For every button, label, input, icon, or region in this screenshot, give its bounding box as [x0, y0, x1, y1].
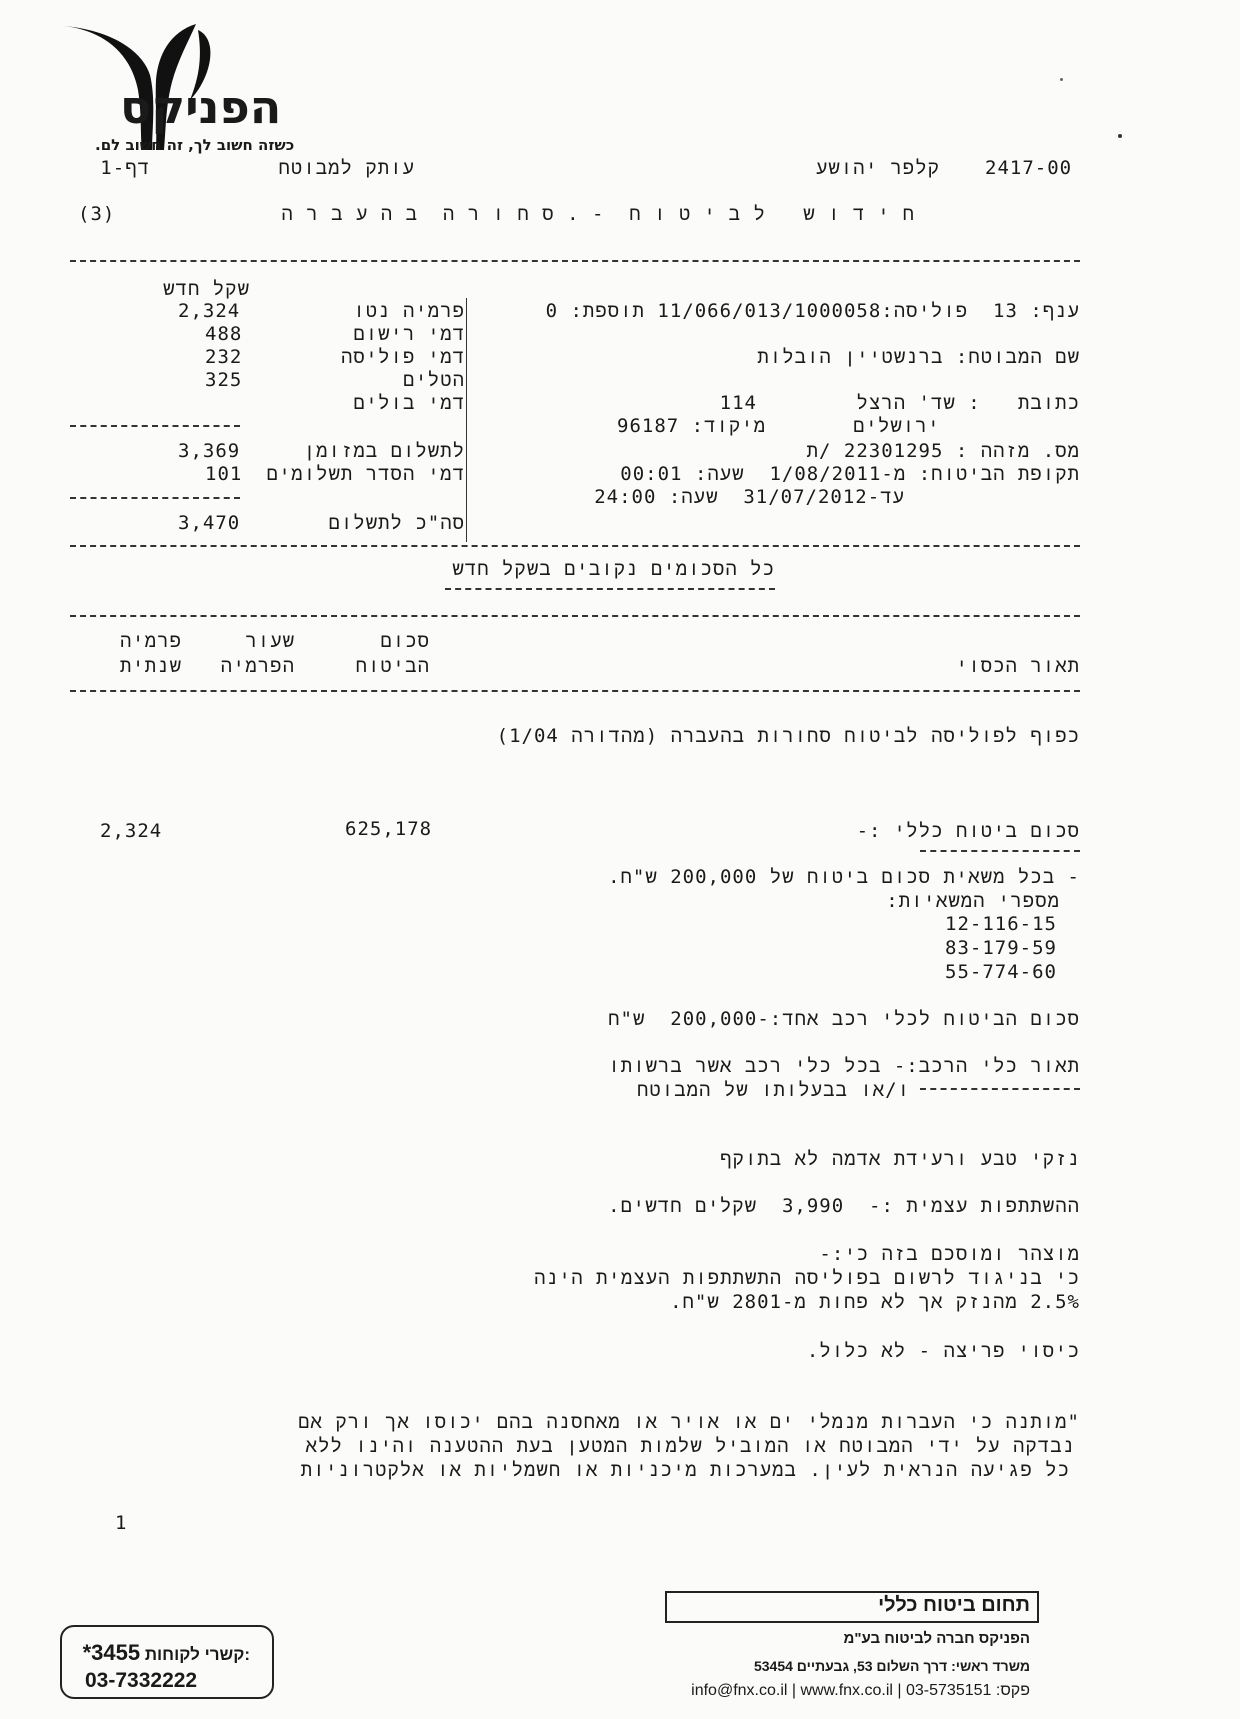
col-rate: שעור: [245, 630, 295, 652]
col-description: תאור הכסוי: [955, 655, 1080, 677]
company-address: משרד ראשי: דרך השלום 53, גבעתיים 53454: [753, 1658, 1030, 1674]
condition-line: נבדקה על ידי המבוטח או המוביל שלמות המטען בעת ההטענה והינו ללא: [305, 1435, 1075, 1457]
installment-value: 101: [205, 463, 243, 485]
general-premium: 2,324: [100, 820, 163, 842]
subtotal-divider: [70, 425, 240, 427]
scan-speck: [1118, 134, 1122, 138]
condition-line: כל פגיעה הנראית לעין. במערכות מיכניות או חשמליות או אלקטרוניות: [300, 1459, 1070, 1481]
currency-note: כל הסכומים נקובים בשקל חדש: [452, 558, 775, 580]
summary-value: 232: [205, 346, 243, 368]
division-name: תחום ביטוח כללי: [878, 1594, 1030, 1616]
label-underline: [920, 850, 1080, 852]
total-label: סה"כ לתשלום: [328, 512, 465, 534]
summary-label: דמי בולים: [353, 392, 465, 414]
col-premium: שנתית: [119, 655, 182, 677]
summary-label: פרמיה נטו: [353, 300, 465, 322]
summary-label: הטלים: [402, 369, 465, 391]
address-line: כתובת : שד' הרצל 114: [719, 392, 1080, 414]
col-sum: סכום: [380, 630, 430, 652]
divider: [70, 260, 1080, 262]
period-from: תקופת הביטוח: מ-1/08/2011 שעה: 00:01: [620, 463, 1080, 485]
hotline-label: קשרי לקוחות:: [144, 1645, 250, 1664]
payable-value: 3,369: [178, 440, 241, 462]
trucks-label: מספרי המשאיות:: [886, 890, 1060, 912]
summary-value: 325: [205, 369, 243, 391]
divider: [70, 690, 1080, 692]
copy-label: עותק למבוטח: [278, 157, 415, 179]
vehicle-description: ו/או בבעלותו של המבוטח: [637, 1079, 910, 1101]
clause-line: כי בניגוד לרשום בפוליסה התשתתפות העצמית הינה: [534, 1267, 1080, 1289]
divider: [70, 545, 1080, 547]
id-number: מס. מזהה : 22301295 /ת: [806, 440, 1080, 462]
summary-value: 488: [205, 323, 243, 345]
hotline-phone: 03-7332222: [85, 1669, 198, 1692]
period-to: עד-31/07/2012 שעה: 24:00: [594, 486, 905, 508]
subtotal-divider: [70, 497, 240, 499]
general-sum: 625,178: [345, 818, 433, 840]
truck-sum-line: - בכל משאית סכום ביטוח של 200,000 ש"ח.: [608, 866, 1080, 888]
label-underline: [920, 1088, 1080, 1090]
company-contact: פקס: 03-5735151 | info@fnx.co.il | www.fnx.co.il: [691, 1682, 1030, 1699]
general-label: סכום ביטוח כללי :-: [856, 820, 1080, 842]
doc-code: 2417-00: [985, 157, 1073, 179]
installment-label: דמי הסדר תשלומים: [266, 463, 465, 485]
page-number: 1: [115, 1512, 128, 1534]
payable-label: לתשלום במזומן: [303, 440, 465, 462]
column-separator: [466, 298, 467, 542]
col-premium: פרמיה: [119, 630, 182, 652]
client-name: קלפר יהושע: [815, 157, 940, 179]
col-rate: הפרמיה: [220, 655, 295, 677]
endorsement-line: כפוף לפוליסה לביטוח סחורות בהעברה (מהדורה 1/04): [496, 725, 1080, 747]
nature-exclusion: נזקי טבע ורעידת אדמה לא בתוקף: [720, 1148, 1080, 1170]
truck-number: 83-179-59: [945, 937, 1057, 959]
col-sum: הביטוח: [355, 655, 430, 677]
total-value: 3,470: [178, 512, 241, 534]
declared-line: מוצהר ומוסכם בזה כי:-: [819, 1243, 1080, 1265]
logo-slogan: כשזה חשוב לך, זה חשוב לם.: [95, 136, 295, 154]
note-underline: [445, 588, 775, 590]
summary-label: דמי פוליסה: [340, 346, 465, 368]
company-name: הפניקס חברה לביטוח בע"מ: [843, 1630, 1030, 1647]
hotline-short: *3455: [82, 1640, 141, 1665]
insured-name: שם המבוטח: ברנשטיין הובלות: [757, 346, 1080, 368]
logo-wordmark: הפניקס: [120, 80, 282, 134]
truck-number: 55-774-60: [945, 961, 1057, 983]
page-label: דף-1: [100, 157, 150, 179]
deductible-line: ההשתתפות עצמית :- 3,990 שקלים חדשים.: [608, 1195, 1080, 1217]
clause-line: 2.5% מהנזק אך לא פחות מ-2801 ש"ח.: [670, 1291, 1080, 1313]
summary-value: 2,324: [178, 300, 241, 322]
scan-speck: [1060, 78, 1063, 81]
vehicle-description: תאור כלי הרכב:- בכל כלי רכב אשר ברשותו: [608, 1055, 1080, 1077]
per-vehicle-sum: סכום הביטוח לכלי רכב אחד:-200,000 ש"ח: [608, 1008, 1080, 1030]
policy-branch: ענף: 13 פוליסה:11/066/013/1000058 תוספת: 0: [545, 300, 1080, 322]
summary-label: דמי רישום: [353, 323, 465, 345]
document-number: (3): [78, 203, 116, 225]
hotline-row: [83, 1642, 250, 1666]
burglary-line: כיסוי פריצה - לא כלול.: [806, 1340, 1080, 1362]
currency-label: שקל חדש: [163, 278, 250, 300]
condition-line: "מותנה כי העברות מנמלי ים או אויר או מאחסנה בהם יכוסו אך ורק אם: [298, 1411, 1080, 1433]
document-title: ח י ד ו ש ל ב י ט ו ח - . ס ח ו ר ה ב ה ע ב ר ה: [281, 203, 915, 225]
address-city: ירושלים מיקוד: 96187: [617, 415, 940, 437]
truck-number: 12-116-15: [945, 913, 1057, 935]
divider: [70, 615, 1080, 617]
